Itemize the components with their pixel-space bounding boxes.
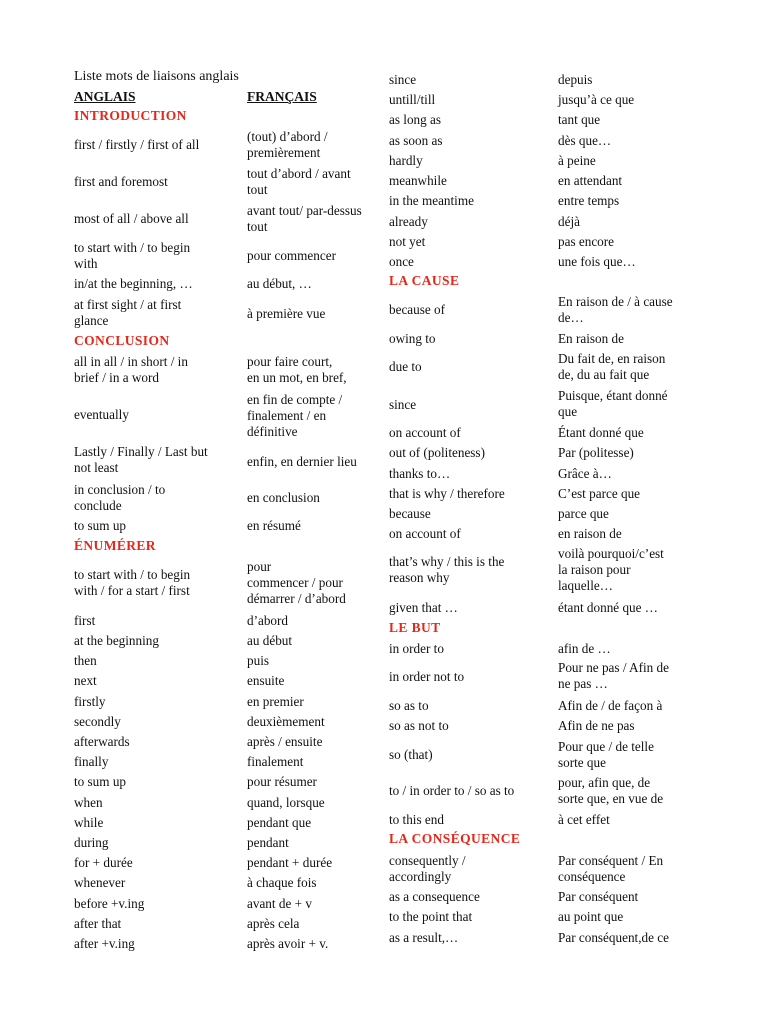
phrase-fr: pour, afin que, de sorte que, en vue de xyxy=(558,775,664,806)
phrase-fr: à chaque fois xyxy=(247,875,317,890)
phrase-fr: en premier xyxy=(247,694,304,709)
phrase-fr: au début, … xyxy=(247,276,312,291)
phrase-en: all in all / in short / in brief / in a word xyxy=(74,354,188,385)
phrase-fr: parce que xyxy=(558,506,609,521)
phrase-fr: puis xyxy=(247,653,269,668)
phrase-fr: en fin de compte / finalement / en définitive xyxy=(247,392,343,439)
phrase-fr: voilà pourquoi/c’est la raison pour laquelle… xyxy=(558,546,664,593)
phrase-fr: (tout) d’abord / premièrement xyxy=(247,129,328,160)
phrase-fr: au début xyxy=(247,633,293,648)
phrase-fr: après avoir + v. xyxy=(247,936,329,951)
phrase-fr: Par conséquent xyxy=(558,889,639,904)
column-header-francais: FRANÇAIS xyxy=(247,89,317,104)
phrase-fr: dès que… xyxy=(558,133,612,148)
phrase-en: first xyxy=(74,613,96,628)
phrase-en: since xyxy=(389,397,417,412)
section-consequence: LA CONSÉQUENCE xyxy=(389,831,521,846)
section-but: LE BUT xyxy=(389,620,441,635)
phrase-en: to sum up xyxy=(74,774,127,789)
phrase-en: consequently / accordingly xyxy=(389,853,466,884)
phrase-en: already xyxy=(389,214,428,229)
phrase-en: to start with / to begin with / for a start / first xyxy=(74,567,191,598)
column-header-anglais: ANGLAIS xyxy=(74,89,136,104)
phrase-fr: Puisque, étant donné que xyxy=(558,388,668,419)
phrase-fr: ensuite xyxy=(247,673,285,688)
phrase-fr: une fois que… xyxy=(558,254,636,269)
phrase-en: as a result,… xyxy=(389,930,459,945)
phrase-en: on account of xyxy=(389,425,461,440)
phrase-en: afterwards xyxy=(74,734,130,749)
phrase-en: firstly xyxy=(74,694,106,709)
phrase-fr: à cet effet xyxy=(558,812,610,827)
phrase-en: out of (politeness) xyxy=(389,445,485,460)
section-enumerer: ÉNUMÉRER xyxy=(74,538,156,553)
phrase-en: in conclusion / to conclude xyxy=(74,482,166,513)
phrase-fr: d’abord xyxy=(247,613,289,628)
phrase-fr: En raison de / à cause de… xyxy=(558,294,673,325)
phrase-en: that is why / therefore xyxy=(389,486,505,501)
phrase-en: thanks to… xyxy=(389,466,451,481)
phrase-fr: entre temps xyxy=(558,193,620,208)
section-introduction: INTRODUCTION xyxy=(74,108,187,123)
phrase-en: since xyxy=(389,72,417,87)
phrase-en: untill/till xyxy=(389,92,436,107)
phrase-fr: afin de … xyxy=(558,641,611,656)
phrase-en: to / in order to / so as to xyxy=(389,783,515,798)
phrase-fr: pas encore xyxy=(558,234,615,249)
phrase-fr: Grâce à… xyxy=(558,466,612,481)
phrase-fr: Du fait de, en raison de, du au fait que xyxy=(558,351,666,382)
phrase-fr: Afin de / de façon à xyxy=(558,698,663,713)
phrase-en: after that xyxy=(74,916,122,931)
phrase-en: to start with / to begin with xyxy=(74,240,191,271)
phrase-en: in order not to xyxy=(389,669,465,684)
phrase-en: first and foremost xyxy=(74,174,168,189)
phrase-en: in order to xyxy=(389,641,444,656)
phrase-en: as a consequence xyxy=(389,889,480,904)
phrase-fr: à première vue xyxy=(247,306,326,321)
phrase-en: when xyxy=(74,795,103,810)
document-title: Liste mots de liaisons anglais xyxy=(74,69,239,84)
phrase-en: not yet xyxy=(389,234,426,249)
phrase-fr: pendant xyxy=(247,835,289,850)
phrase-en: in the meantime xyxy=(389,193,474,208)
phrase-en: in/at the beginning, … xyxy=(74,276,193,291)
phrase-fr: Par (politesse) xyxy=(558,445,634,460)
phrase-fr: pendant + durée xyxy=(247,855,333,870)
phrase-en: Lastly / Finally / Last but not least xyxy=(74,444,208,475)
phrase-en: due to xyxy=(389,359,422,374)
phrase-en: meanwhile xyxy=(389,173,447,188)
phrase-fr: C’est parce que xyxy=(558,486,641,501)
phrase-fr: Pour que / de telle sorte que xyxy=(558,739,654,770)
phrase-fr: pendant que xyxy=(247,815,312,830)
phrase-en: whenever xyxy=(74,875,126,890)
phrase-fr: avant tout/ par-dessus tout xyxy=(247,203,362,234)
phrase-en: at the beginning xyxy=(74,633,159,648)
phrase-en: owing to xyxy=(389,331,436,346)
phrase-fr: Par conséquent / En conséquence xyxy=(558,853,664,884)
phrase-fr: pour résumer xyxy=(247,774,317,789)
phrase-fr: pour commencer xyxy=(247,248,336,263)
phrase-en: before +v.ing xyxy=(74,896,145,911)
phrase-en: for + durée xyxy=(74,855,133,870)
phrase-en: then xyxy=(74,653,97,668)
phrase-fr: avant de + v xyxy=(247,896,312,911)
phrase-en: after +v.ing xyxy=(74,936,135,951)
phrase-fr: pour faire court, en un mot, en bref, xyxy=(247,354,347,385)
phrase-fr: à peine xyxy=(558,153,596,168)
phrase-fr: au point que xyxy=(558,909,624,924)
phrase-en: that’s why / this is the reason why xyxy=(389,554,505,585)
phrase-en: as soon as xyxy=(389,133,443,148)
phrase-en: first / firstly / first of all xyxy=(74,137,200,152)
phrase-fr: pour commencer / pour démarrer / d’abord xyxy=(247,559,346,606)
section-conclusion: CONCLUSION xyxy=(74,333,170,348)
phrase-en: because of xyxy=(389,302,446,317)
phrase-en: most of all / above all xyxy=(74,211,189,226)
phrase-fr: en résumé xyxy=(247,518,301,533)
phrase-en: next xyxy=(74,673,97,688)
section-cause: LA CAUSE xyxy=(389,273,460,288)
phrase-en: as long as xyxy=(389,112,442,127)
phrase-en: secondly xyxy=(74,714,121,729)
phrase-fr: en attendant xyxy=(558,173,623,188)
phrase-fr: Pour ne pas / Afin de ne pas … xyxy=(558,660,669,691)
phrase-fr: depuis xyxy=(558,72,593,87)
phrase-fr: jusqu’à ce que xyxy=(558,92,635,107)
phrase-fr: après / ensuite xyxy=(247,734,323,749)
phrase-en: to sum up xyxy=(74,518,127,533)
phrase-fr: En raison de xyxy=(558,331,624,346)
phrase-fr: en conclusion xyxy=(247,490,320,505)
phrase-fr: après cela xyxy=(247,916,300,931)
phrase-fr: tout d’abord / avant tout xyxy=(247,166,351,197)
phrase-fr: enfin, en dernier lieu xyxy=(247,454,357,469)
phrase-en: so as to xyxy=(389,698,429,713)
phrase-en: during xyxy=(74,835,109,850)
phrase-en: to the point that xyxy=(389,909,473,924)
phrase-en: while xyxy=(74,815,104,830)
phrase-en: to this end xyxy=(389,812,444,827)
phrase-en: eventually xyxy=(74,407,129,422)
phrase-fr: en raison de xyxy=(558,526,622,541)
phrase-fr: Par conséquent,de ce xyxy=(558,930,669,945)
phrase-en: so as not to xyxy=(389,718,449,733)
phrase-fr: finalement xyxy=(247,754,304,769)
phrase-fr: étant donné que … xyxy=(558,600,658,615)
phrase-en: on account of xyxy=(389,526,461,541)
phrase-fr: Étant donné que xyxy=(558,425,644,440)
phrase-en: hardly xyxy=(389,153,423,168)
phrase-en: given that … xyxy=(389,600,458,615)
phrase-en: so (that) xyxy=(389,747,433,762)
phrase-fr: deuxièmement xyxy=(247,714,325,729)
phrase-fr: quand, lorsque xyxy=(247,795,325,810)
phrase-fr: déjà xyxy=(558,214,580,229)
phrase-en: at first sight / at first glance xyxy=(74,297,182,328)
phrase-en: finally xyxy=(74,754,109,769)
phrase-fr: Afin de ne pas xyxy=(558,718,635,733)
phrase-en: once xyxy=(389,254,414,269)
phrase-fr: tant que xyxy=(558,112,601,127)
phrase-en: because xyxy=(389,506,431,521)
